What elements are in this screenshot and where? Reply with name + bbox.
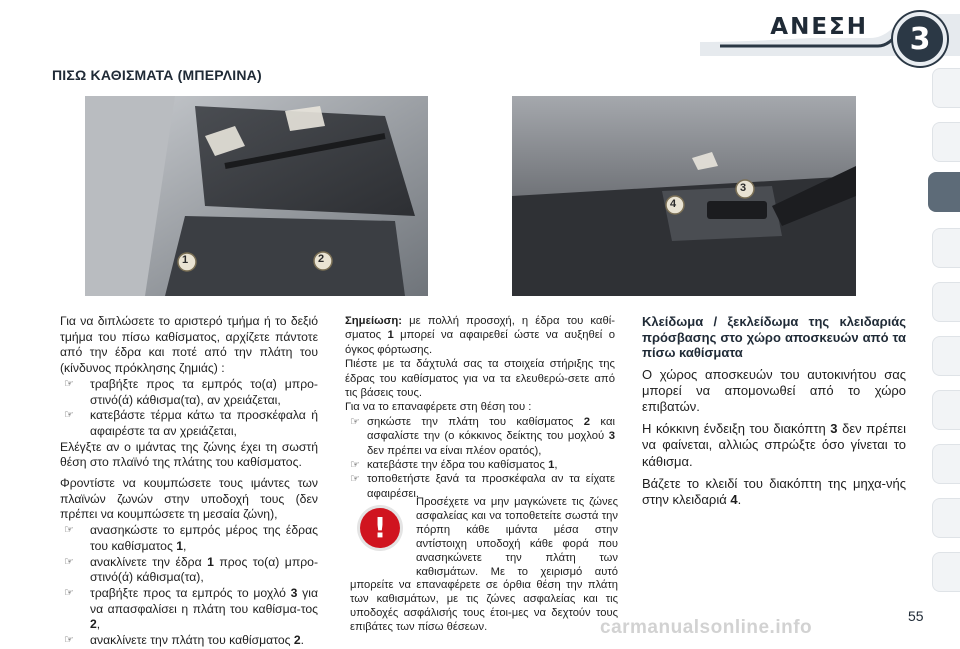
chapter-tab-10[interactable]: [932, 552, 960, 592]
hand-pointer-icon: ☞: [350, 459, 360, 472]
list-item: ☞ τοποθετήστε ξανά τα προσκέφαλα αν τα είχατε αφαιρέσει.: [350, 473, 615, 500]
paragraph: Πιέστε με τα δάχτυλά σας τα στοιχεία στήριξης της έδρας του καθίσματος για να τα ελευθερώ-σετε από τις βάσεις τους.: [345, 358, 615, 400]
list-item: ☞ κατεβάστε την έδρα του καθίσματος 1,: [350, 459, 558, 472]
chapter-tabs: [926, 68, 960, 628]
callout-4: 4: [670, 198, 677, 210]
chapter-tab-1[interactable]: [932, 68, 960, 108]
paragraph: Φροντίστε να κουμπώσετε τους ιμάντες των πλαϊνών ζωνών στην υποδοχή τους (δεν πρέπει να κουμπώσετε τη μεσαία ζώνη),: [60, 476, 318, 522]
chapter-tab-5[interactable]: [932, 282, 960, 322]
paragraph: Ο χώρος αποσκευών του αυτοκινήτου σας μπορεί να απομονωθεί από το χώρο επιβατών.: [642, 366, 906, 414]
page-number: 55: [908, 608, 924, 624]
paragraph: Ελέγξτε αν ο ιμάντας της ζώνης έχει τη σωστή θέση στο πλαϊνό της πλάτης του καθίσματος.: [60, 439, 318, 470]
warning-icon: [354, 502, 404, 564]
chapter-tab-9[interactable]: [932, 498, 960, 538]
hand-pointer-icon: ☞: [350, 473, 360, 486]
chapter-tab-6[interactable]: [932, 336, 960, 376]
hand-pointer-icon: ☞: [64, 524, 74, 537]
rear-seat-illustration: [85, 96, 428, 296]
rear-seat-photo: [85, 96, 428, 296]
column-folding-instructions: [60, 314, 318, 649]
chapter-tab-3[interactable]: [928, 172, 960, 212]
chapter-tab-4[interactable]: [932, 228, 960, 268]
paragraph: Βάζετε το κλειδί του διακόπτη της μηχα-νής στην κλειδαριά 4.: [642, 475, 906, 507]
list-item: ☞ σηκώστε την πλάτη του καθίσματος 2 και ασφαλίστε την (ο κόκκινος δείκτης του μοχλού 3 δεν πρέπει να είναι πλέον ορατός),: [350, 415, 615, 457]
trunk-lock-illustration: [512, 96, 856, 296]
list-item: ☞ ανακλίνετε την έδρα 1 προς το(α) μπρο-στινό(ά) κάθισμα(τα),: [64, 554, 318, 585]
column-seat-removal: [345, 314, 615, 501]
chapter-number: 3: [909, 21, 931, 57]
chapter-tab-7[interactable]: [932, 390, 960, 430]
section-heading: ΠΙΣΩ ΚΑΘΙΣΜΑΤΑ (ΜΠΕΡΛΙΝΑ): [52, 67, 262, 83]
callout-1: 1: [182, 254, 189, 266]
list-item: ☞ ανασηκώστε το εμπρός μέρος της έδρας του καθίσματος 1,: [64, 523, 318, 553]
callout-3: 3: [740, 182, 747, 194]
note-paragraph: Σημείωση: με πολλή προσοχή, η έδρα του καθί-σματος 1 μπορεί να αφαιρεθεί ώστε να αυξηθεί ο όγκος φόρτωσης.: [345, 315, 615, 356]
chapter-title: ΑΝΕΣΗ: [770, 14, 868, 40]
hand-pointer-icon: ☞: [64, 555, 74, 568]
paragraph: Η κόκκινη ένδειξη του διακόπτη 3 δεν πρέπει να φαίνεται, αλλιώς σπρώξτε όσο γίνεται το κάθισμα.: [642, 421, 906, 469]
callout-2: 2: [318, 253, 325, 265]
intro-paragraph: Για να διπλώσετε το αριστερό τμήμα ή το δεξιό τμήμα του πίσω καθίσματος, αρχίζετε πάντοτε από την έδρα και ποτέ από την πλάτη του (κίνδυνος πρόκλησης ζημιάς) :: [60, 314, 318, 376]
hand-pointer-icon: ☞: [64, 586, 74, 599]
chapter-tab-8[interactable]: [932, 444, 960, 484]
warning-circle: [360, 508, 400, 548]
hand-pointer-icon: ☞: [64, 634, 74, 647]
warning-box: [350, 496, 618, 635]
trunk-lock-heading: Κλείδωμα / ξεκλείδωμα της κλειδαριάς πρόσβασης στο χώρο αποσκευών από τα πίσω καθίσματα: [642, 314, 906, 360]
warning-text: Προσέχετε να μην μαγκώνετε τις ζώνες ασφαλείας και να τοποθετείτε σωστά την πόρπη κάθε ιμάντα μέσα στην αντίστοιχη υποδοχή κάθε φορά που ανασηκώνετε την πλάτη των καθισμάτων. Με το χειρισμό αυτό μπορείτε να επαναφέρετε σε όρθια θέση την πλάτη των καθισμάτων, με τις ζώνες ασφαλείας και τις υποδοχές ασφάλισής τους έτοι-μες να δεχτούν τους επιβάτες των πίσω θέσεων.: [350, 496, 618, 634]
list-item: ☞ τραβήξτε προς τα εμπρός το μοχλό 3 για να απασφαλίσει η πλάτη του καθίσμα-τος 2,: [64, 585, 318, 632]
paragraph: Για να το επαναφέρετε στη θέση του :: [345, 401, 532, 414]
chapter-number-badge: [893, 12, 947, 66]
chapter-tab-2[interactable]: [932, 122, 960, 162]
list-item: ☞ ανακλίνετε την πλάτη του καθίσματος 2.: [64, 633, 305, 648]
list-item: ☞ τραβήξτε προς τα εμπρός το(α) μπρο-στινό(ά) κάθισμα(τα), αν χρειάζεται,: [64, 376, 318, 407]
hand-pointer-icon: ☞: [64, 409, 74, 422]
list-item: ☞ κατεβάστε τέρμα κάτω τα προσκέφαλα ή αφαιρέστε τα αν χρειάζεται,: [64, 408, 318, 438]
trunk-lock-photo: [512, 96, 856, 296]
hand-pointer-icon: ☞: [64, 377, 74, 390]
exclamation-icon: !: [373, 511, 387, 544]
watermark: carmanualsonline.info: [600, 617, 813, 638]
hand-pointer-icon: ☞: [350, 415, 360, 428]
column-trunk-lock: [642, 314, 906, 514]
